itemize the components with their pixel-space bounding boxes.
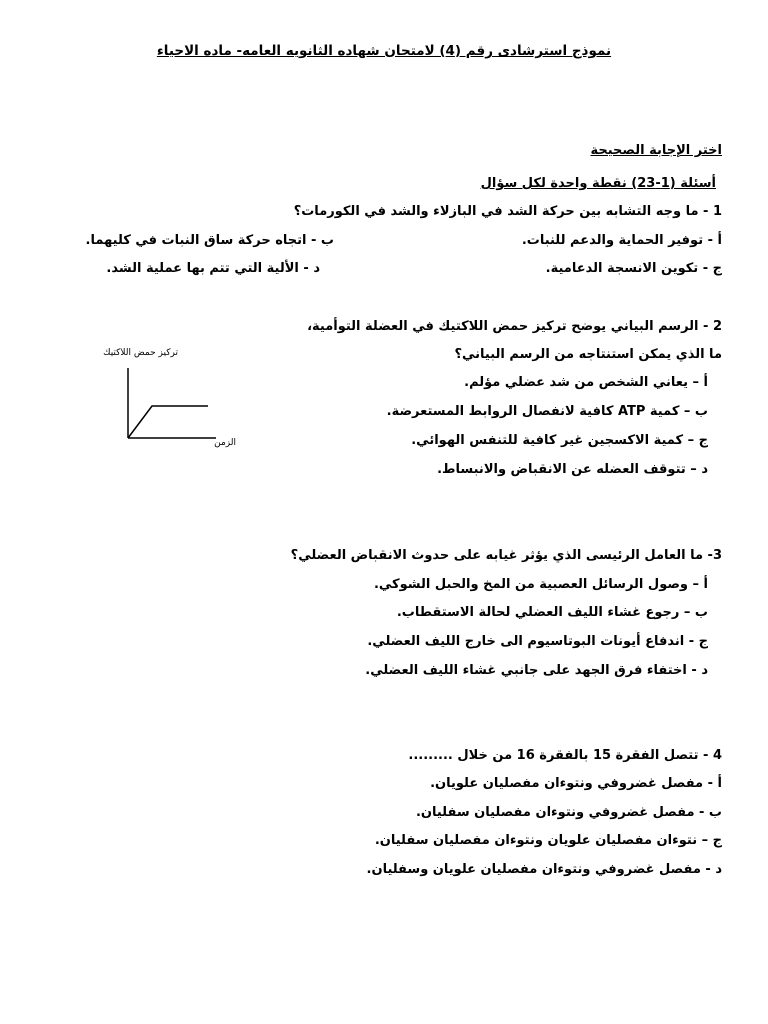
page-title: نموذج استرشادى رقم (4) لامتحان شهاده الثانويه العامه- ماده الاحياء xyxy=(156,43,612,59)
instructions-heading: اختر الإجابة الصحيحة xyxy=(590,143,722,158)
question-4-option-a[interactable]: أ - مفصل غضروفي ونتوءان مفصليان علويان. xyxy=(430,776,722,791)
question-3-option-b[interactable]: ب – رجوع غشاء الليف العضلي لحالة الاستقطاب. xyxy=(396,605,708,620)
question-1-option-a[interactable]: أ - توفير الحماية والدعم للنبات. xyxy=(521,233,722,248)
question-1-option-c[interactable]: ج - تكوين الانسجة الدعامية. xyxy=(545,261,722,276)
question-3-option-d[interactable]: د - اختفاء فرق الجهد على جانبي غشاء الليف العضلي. xyxy=(365,663,708,678)
question-1-option-b[interactable]: ب - اتجاه حركة ساق النبات في كليهما. xyxy=(85,233,334,248)
question-4-option-c[interactable]: ج – نتوءان مفصليان علويان ونتوءان مفصليان سفليان. xyxy=(374,833,722,848)
question-1-option-d[interactable]: د - الألية التي تتم بها عملية الشد. xyxy=(106,261,320,276)
question-2-text: 2 - الرسم البياني يوضح تركيز حمض اللاكتيك في العضلة التوأمية، xyxy=(307,319,722,334)
lactic-acid-graph xyxy=(80,342,250,452)
instructions-subheading: أسئلة (1-23) نقطة واحدة لكل سؤال xyxy=(480,176,716,191)
question-4-option-b[interactable]: ب - مفصل غضروفي ونتوءان مفصليان سفليان. xyxy=(415,805,722,820)
question-3-text: 3- ما العامل الرئيسى الذي يؤثر غيابه على حدوث الانقباض العضلي؟ xyxy=(290,548,722,563)
question-3-option-c[interactable]: ج - اندفاع أيونات البوتاسيوم الى خارج الليف العضلي. xyxy=(367,634,708,649)
question-2-option-b[interactable]: ب – كمية ATP كافية لانفصال الروابط المستعرضة. xyxy=(386,404,708,419)
question-4-option-d[interactable]: د - مفصل غضروفي ونتوءان مفصليان علويان وسفليان. xyxy=(366,862,722,877)
graph-x-axis-label: الزمن xyxy=(214,438,236,448)
graph-curve xyxy=(128,406,208,438)
graph-y-axis-label: تركيز حمض اللاكتيك xyxy=(103,348,178,358)
question-3-option-a[interactable]: أ – وصول الرسائل العصبية من المخ والحبل الشوكي. xyxy=(373,577,708,592)
question-2-option-d[interactable]: د – تتوقف العضله عن الانقباض والانبساط. xyxy=(437,462,708,477)
question-2-option-a[interactable]: أ – يعاني الشخص من شد عضلي مؤلم. xyxy=(464,375,708,390)
question-2-option-c[interactable]: ج – كمية الاكسجين غير كافية للتنفس الهوائي. xyxy=(411,433,708,448)
question-2-text-continued: ما الذي يمكن استنتاجه من الرسم البياني؟ xyxy=(454,347,722,362)
question-4-text: 4 - تتصل الفقرة 15 بالفقرة 16 من خلال ......... xyxy=(408,748,722,763)
question-1-text: 1 - ما وجه التشابه بين حركة الشد في البازلاء والشد في الكورمات؟ xyxy=(293,204,722,219)
